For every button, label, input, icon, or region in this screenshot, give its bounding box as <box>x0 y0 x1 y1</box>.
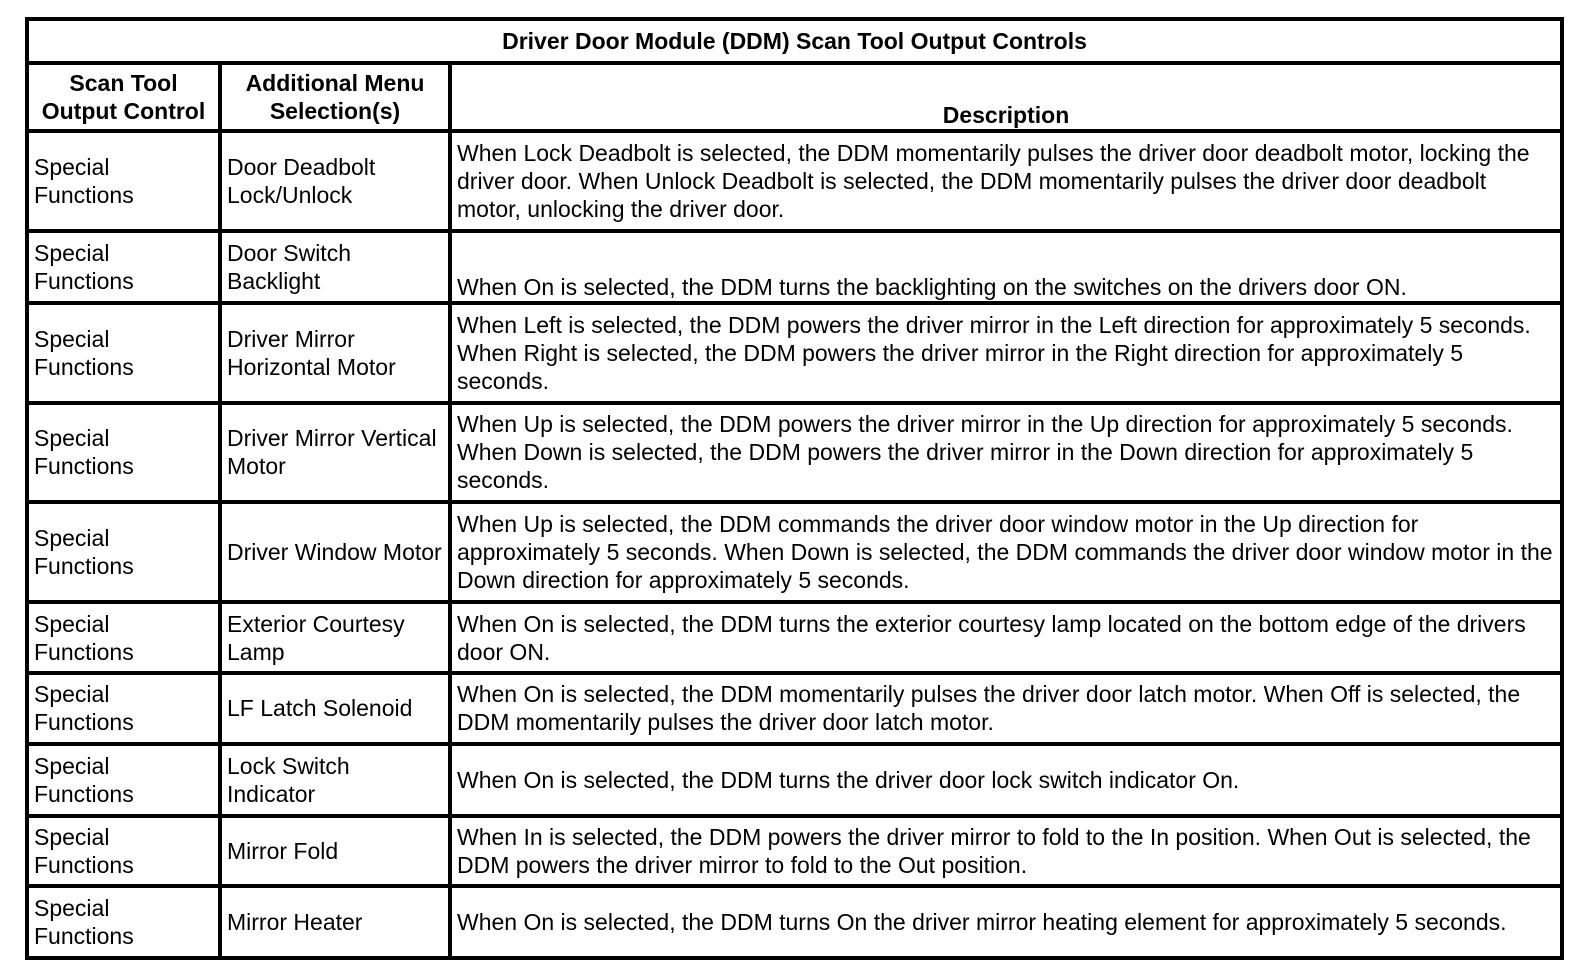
header-menu-selection-line1: Additional Menu <box>245 70 425 96</box>
cell-description: When Left is selected, the DDM powers the driver mirror in the Left direction for approximately 5 seconds. When Right is selected, the DDM powers the driver mirror in the Right direction for approximately 5 seconds. <box>450 303 1562 402</box>
title-row <box>27 19 1562 63</box>
cell-output-control: Special Functions <box>27 403 220 502</box>
cell-menu-selection: LF Latch Solenoid <box>220 673 450 744</box>
table-row <box>27 231 1562 303</box>
cell-menu-selection: Driver Mirror Vertical Motor <box>220 403 450 502</box>
table-row <box>27 602 1562 673</box>
cell-description: When On is selected, the DDM turns the driver door lock switch indicator On. <box>450 744 1562 816</box>
cell-menu-selection: Exterior Courtesy Lamp <box>220 602 450 673</box>
cell-description: When On is selected, the DDM turns the backlighting on the switches on the drivers door ON. <box>450 231 1562 303</box>
cell-output-control: Special Functions <box>27 231 220 303</box>
cell-output-control: Special Functions <box>27 816 220 887</box>
cell-menu-selection: Mirror Fold <box>220 816 450 887</box>
table-row <box>27 303 1562 402</box>
cell-menu-selection: Driver Window Motor <box>220 502 450 602</box>
table-row <box>27 673 1562 744</box>
header-row <box>27 63 1562 131</box>
table-row <box>27 502 1562 602</box>
output-controls-table <box>25 17 1564 960</box>
cell-menu-selection: Door Deadbolt Lock/Unlock <box>220 131 450 231</box>
cell-output-control: Special Functions <box>27 502 220 602</box>
header-output-control-line2: Output Control <box>41 98 206 124</box>
cell-description: When Up is selected, the DDM commands the driver door window motor in the Up direction for approximately 5 seconds. When Down is selected, the DDM commands the driver door window motor in the Down direction for approximately 5 seconds. <box>450 502 1562 602</box>
cell-description: When On is selected, the DDM momentarily pulses the driver door latch motor. When Off is selected, the DDM momentarily pulses the driver door latch motor. <box>450 673 1562 744</box>
table-row <box>27 131 1562 231</box>
header-menu-selection <box>220 63 450 131</box>
header-description: Description <box>450 63 1562 131</box>
cell-output-control: Special Functions <box>27 303 220 402</box>
cell-description: When In is selected, the DDM powers the driver mirror to fold to the In position. When Out is selected, the DDM powers the driver mirror to fold to the Out position. <box>450 816 1562 887</box>
table-row <box>27 816 1562 887</box>
table-row <box>27 886 1562 958</box>
cell-description: When On is selected, the DDM turns On the driver mirror heating element for approximately 5 seconds. <box>450 886 1562 958</box>
cell-menu-selection: Lock Switch Indicator <box>220 744 450 816</box>
cell-output-control: Special Functions <box>27 744 220 816</box>
cell-menu-selection: Door Switch Backlight <box>220 231 450 303</box>
cell-menu-selection: Mirror Heater <box>220 886 450 958</box>
cell-output-control: Special Functions <box>27 673 220 744</box>
header-menu-selection-line2: Selection(s) <box>269 98 401 124</box>
header-output-control-line1: Scan Tool <box>69 70 178 96</box>
cell-menu-selection: Driver Mirror Horizontal Motor <box>220 303 450 402</box>
table-title: Driver Door Module (DDM) Scan Tool Output Controls <box>27 19 1562 63</box>
cell-description: When On is selected, the DDM turns the exterior courtesy lamp located on the bottom edge of the drivers door ON. <box>450 602 1562 673</box>
cell-output-control: Special Functions <box>27 602 220 673</box>
cell-output-control: Special Functions <box>27 886 220 958</box>
cell-description: When Up is selected, the DDM powers the driver mirror in the Up direction for approximately 5 seconds. When Down is selected, the DDM powers the driver mirror in the Down direction for approximately 5 seconds. <box>450 403 1562 502</box>
table-row <box>27 403 1562 502</box>
cell-description: When Lock Deadbolt is selected, the DDM momentarily pulses the driver door deadbolt motor, locking the driver door. When Unlock Deadbolt is selected, the DDM momentarily pulses the driver door deadbolt motor, unlocking the driver door. <box>450 131 1562 231</box>
cell-output-control: Special Functions <box>27 131 220 231</box>
table-row <box>27 744 1562 816</box>
header-output-control <box>27 63 220 131</box>
